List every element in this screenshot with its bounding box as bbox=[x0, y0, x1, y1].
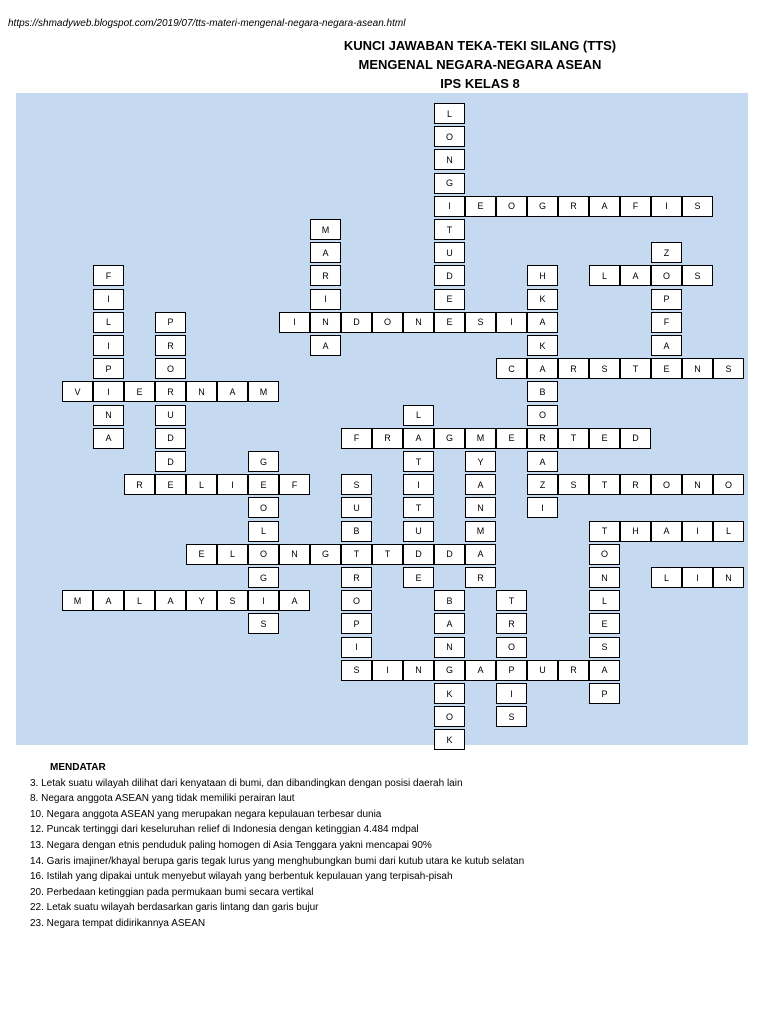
crossword-cell: T bbox=[372, 544, 403, 565]
crossword-cell: A bbox=[434, 613, 465, 634]
crossword-cell: R bbox=[620, 474, 651, 495]
crossword-cell: O bbox=[496, 196, 527, 217]
clue-item: 20. Perbedaan ketinggian pada permukaan bumi secara vertikal bbox=[30, 886, 314, 898]
crossword-cell: I bbox=[496, 312, 527, 333]
crossword-cell: S bbox=[558, 474, 589, 495]
crossword-cell: A bbox=[589, 196, 620, 217]
crossword-cell: E bbox=[434, 312, 465, 333]
crossword-cell: S bbox=[217, 590, 248, 611]
clue-item: 23. Negara tempat didirikannya ASEAN bbox=[30, 917, 206, 929]
crossword-cell: Z bbox=[527, 474, 558, 495]
crossword-cell: R bbox=[124, 474, 155, 495]
crossword-cell: A bbox=[217, 381, 248, 402]
crossword-cell: O bbox=[713, 474, 744, 495]
crossword-cell: I bbox=[372, 660, 403, 681]
crossword-cell: M bbox=[465, 428, 496, 449]
crossword-cell: A bbox=[527, 451, 558, 472]
crossword-cell: M bbox=[248, 381, 279, 402]
crossword-cell: S bbox=[248, 613, 279, 634]
crossword-cell: H bbox=[620, 521, 651, 542]
crossword-cell: R bbox=[558, 196, 589, 217]
crossword-cell: U bbox=[403, 521, 434, 542]
crossword-cell: D bbox=[434, 544, 465, 565]
crossword-cell: D bbox=[341, 312, 372, 333]
crossword-cell: R bbox=[527, 428, 558, 449]
crossword-cell: P bbox=[341, 613, 372, 634]
crossword-cell: A bbox=[93, 428, 124, 449]
crossword-cell: I bbox=[434, 196, 465, 217]
crossword-cell: M bbox=[465, 521, 496, 542]
crossword-cell: K bbox=[434, 683, 465, 704]
crossword-cell: K bbox=[527, 289, 558, 310]
crossword-cell: O bbox=[372, 312, 403, 333]
crossword-cell: N bbox=[310, 312, 341, 333]
crossword-cell: O bbox=[434, 126, 465, 147]
crossword-cell: O bbox=[434, 706, 465, 727]
crossword-cell: A bbox=[465, 474, 496, 495]
crossword-cell: F bbox=[620, 196, 651, 217]
crossword-cell: N bbox=[713, 567, 744, 588]
crossword-cell: G bbox=[310, 544, 341, 565]
crossword-cell: N bbox=[403, 660, 434, 681]
crossword-cell: N bbox=[682, 358, 713, 379]
clue-item: 10. Negara anggota ASEAN yang merupakan negara kepulauan terbesar dunia bbox=[30, 808, 382, 820]
crossword-cell: D bbox=[155, 451, 186, 472]
crossword-cell: F bbox=[341, 428, 372, 449]
crossword-cell: A bbox=[651, 521, 682, 542]
clue-item: 14. Garis imajiner/khayal berupa garis tegak lurus yang menghubungkan bumi dari kutub utara ke kutub selatan bbox=[30, 855, 525, 867]
crossword-cell: I bbox=[651, 196, 682, 217]
title-line-1: KUNCI JAWABAN TEKA-TEKI SILANG (TTS) bbox=[343, 38, 617, 53]
crossword-cell: E bbox=[403, 567, 434, 588]
crossword-cell: N bbox=[465, 497, 496, 518]
clue-item: 12. Puncak tertinggi dari keseluruhan relief di Indonesia dengan ketinggian 4.484 mdpal bbox=[30, 824, 419, 836]
crossword-cell: R bbox=[558, 358, 589, 379]
crossword-cell: R bbox=[558, 660, 589, 681]
crossword-cell: A bbox=[465, 660, 496, 681]
crossword-cell: F bbox=[93, 265, 124, 286]
crossword-cell: R bbox=[155, 381, 186, 402]
crossword-cell: P bbox=[589, 683, 620, 704]
crossword-cell: P bbox=[496, 660, 527, 681]
crossword-cell: S bbox=[589, 358, 620, 379]
crossword-cell: E bbox=[186, 544, 217, 565]
crossword-cell: N bbox=[682, 474, 713, 495]
crossword-cell: D bbox=[434, 265, 465, 286]
crossword-cell: N bbox=[93, 405, 124, 426]
crossword-cell: O bbox=[496, 637, 527, 658]
crossword-cell: E bbox=[651, 358, 682, 379]
crossword-cell: S bbox=[341, 474, 372, 495]
crossword-cell: S bbox=[496, 706, 527, 727]
crossword-cell: Y bbox=[465, 451, 496, 472]
crossword-cell: R bbox=[341, 567, 372, 588]
crossword-cell: T bbox=[620, 358, 651, 379]
crossword-cell: I bbox=[279, 312, 310, 333]
crossword-cell: L bbox=[434, 103, 465, 124]
crossword-cell: E bbox=[465, 196, 496, 217]
crossword-cell: G bbox=[434, 428, 465, 449]
crossword-cell: G bbox=[434, 173, 465, 194]
crossword-cell: E bbox=[589, 428, 620, 449]
crossword-cell: S bbox=[341, 660, 372, 681]
crossword-cell: I bbox=[93, 381, 124, 402]
clue-item: 3. Letak suatu wilayah dilihat dari kenyataan di bumi, dan dibandingkan dengan posisi daerah lain bbox=[30, 777, 463, 789]
crossword-cell: I bbox=[496, 683, 527, 704]
clue-heading: MENDATAR bbox=[50, 762, 106, 773]
crossword-cell: F bbox=[279, 474, 310, 495]
crossword-cell: A bbox=[279, 590, 310, 611]
crossword-cell: B bbox=[341, 521, 372, 542]
crossword-cell: L bbox=[651, 567, 682, 588]
crossword-cell: U bbox=[155, 405, 186, 426]
crossword-cell: P bbox=[155, 312, 186, 333]
clue-item: 13. Negara dengan etnis penduduk paling homogen di Asia Tenggara yakni mencapai 90% bbox=[30, 839, 432, 851]
clue-item: 16. Istilah yang dipakai untuk menyebut wilayah yang berbentuk kepulauan yang terpisah-pisah bbox=[30, 871, 453, 883]
crossword-cell: A bbox=[527, 358, 558, 379]
crossword-cell: N bbox=[186, 381, 217, 402]
crossword-cell: O bbox=[341, 590, 372, 611]
crossword-cell: O bbox=[589, 544, 620, 565]
crossword-cell: E bbox=[589, 613, 620, 634]
crossword-cell: S bbox=[682, 196, 713, 217]
crossword-cell: R bbox=[155, 335, 186, 356]
crossword-cell: T bbox=[589, 474, 620, 495]
crossword-cell: A bbox=[310, 242, 341, 263]
crossword-cell: L bbox=[713, 521, 744, 542]
crossword-cell: D bbox=[403, 544, 434, 565]
clue-item: 22. Letak suatu wilayah berdasarkan garis lintang dan garis bujur bbox=[30, 902, 319, 914]
crossword-cell: I bbox=[682, 567, 713, 588]
crossword-cell: U bbox=[434, 242, 465, 263]
crossword-cell: S bbox=[589, 637, 620, 658]
crossword-cell: I bbox=[310, 289, 341, 310]
crossword-cell: A bbox=[310, 335, 341, 356]
crossword-cell: U bbox=[341, 497, 372, 518]
crossword-cell: A bbox=[465, 544, 496, 565]
crossword-cell: K bbox=[434, 729, 465, 750]
crossword-cell: I bbox=[682, 521, 713, 542]
source-url: https://shmadyweb.blogspot.com/2019/07/tts-materi-mengenal-negara-negara-asean.html bbox=[8, 18, 406, 29]
crossword-cell: R bbox=[465, 567, 496, 588]
crossword-cell: H bbox=[527, 265, 558, 286]
crossword-cell: M bbox=[62, 590, 93, 611]
crossword-cell: S bbox=[713, 358, 744, 379]
crossword-cell: R bbox=[310, 265, 341, 286]
crossword-cell: I bbox=[93, 289, 124, 310]
clue-item: 8. Negara anggota ASEAN yang tidak memiliki perairan laut bbox=[30, 793, 295, 805]
crossword-cell: I bbox=[217, 474, 248, 495]
crossword-cell: O bbox=[248, 544, 279, 565]
crossword-cell: N bbox=[434, 637, 465, 658]
crossword-cell: O bbox=[651, 474, 682, 495]
crossword-cell: G bbox=[248, 451, 279, 472]
crossword-cell: O bbox=[155, 358, 186, 379]
title-line-3: IPS KELAS 8 bbox=[440, 76, 520, 91]
crossword-cell: T bbox=[341, 544, 372, 565]
crossword-cell: N bbox=[434, 149, 465, 170]
crossword-cell: D bbox=[155, 428, 186, 449]
crossword-cell: G bbox=[434, 660, 465, 681]
crossword-cell: C bbox=[496, 358, 527, 379]
crossword-cell: U bbox=[527, 660, 558, 681]
crossword-cell: B bbox=[527, 381, 558, 402]
crossword-cell: T bbox=[403, 451, 434, 472]
crossword-cell: A bbox=[527, 312, 558, 333]
crossword-cell: I bbox=[93, 335, 124, 356]
crossword-cell: E bbox=[496, 428, 527, 449]
crossword-cell: D bbox=[620, 428, 651, 449]
crossword-cell: S bbox=[465, 312, 496, 333]
crossword-cell: E bbox=[155, 474, 186, 495]
crossword-cell: L bbox=[217, 544, 248, 565]
crossword-cell: V bbox=[62, 381, 93, 402]
crossword-cell: G bbox=[248, 567, 279, 588]
clue-list bbox=[30, 760, 524, 932]
title-line-2: MENGENAL NEGARA-NEGARA ASEAN bbox=[358, 57, 602, 72]
crossword-cell: M bbox=[310, 219, 341, 240]
crossword-cell: A bbox=[651, 335, 682, 356]
crossword-cell: S bbox=[682, 265, 713, 286]
crossword-cell: A bbox=[403, 428, 434, 449]
crossword-cell: A bbox=[155, 590, 186, 611]
crossword-cell: B bbox=[434, 590, 465, 611]
crossword-cell: R bbox=[496, 613, 527, 634]
crossword-cell: O bbox=[527, 405, 558, 426]
crossword-cell: F bbox=[651, 312, 682, 333]
crossword-cell: L bbox=[589, 265, 620, 286]
crossword-cell: A bbox=[589, 660, 620, 681]
crossword-cell: P bbox=[651, 289, 682, 310]
crossword-cell: I bbox=[341, 637, 372, 658]
crossword-cell: L bbox=[589, 590, 620, 611]
crossword-cell: I bbox=[403, 474, 434, 495]
crossword-cell: A bbox=[93, 590, 124, 611]
crossword-cell: N bbox=[403, 312, 434, 333]
crossword-cell: L bbox=[186, 474, 217, 495]
crossword-cell: I bbox=[248, 590, 279, 611]
crossword-cell: N bbox=[279, 544, 310, 565]
crossword-cell: L bbox=[248, 521, 279, 542]
crossword-cell: I bbox=[527, 497, 558, 518]
crossword-cell: K bbox=[527, 335, 558, 356]
crossword-cell: E bbox=[124, 381, 155, 402]
crossword-cell: L bbox=[124, 590, 155, 611]
crossword-cell: R bbox=[372, 428, 403, 449]
crossword-cell: A bbox=[620, 265, 651, 286]
crossword-cell: N bbox=[589, 567, 620, 588]
crossword-cell: E bbox=[248, 474, 279, 495]
crossword-cell: Z bbox=[651, 242, 682, 263]
crossword-cell: G bbox=[527, 196, 558, 217]
crossword-cell: T bbox=[496, 590, 527, 611]
crossword-board bbox=[16, 93, 748, 745]
crossword-cell: T bbox=[434, 219, 465, 240]
crossword-cell: L bbox=[93, 312, 124, 333]
crossword-cell: T bbox=[403, 497, 434, 518]
crossword-cell: T bbox=[589, 521, 620, 542]
crossword-cell: P bbox=[93, 358, 124, 379]
crossword-cell: T bbox=[558, 428, 589, 449]
crossword-cell: L bbox=[403, 405, 434, 426]
crossword-cell: E bbox=[434, 289, 465, 310]
crossword-cell: Y bbox=[186, 590, 217, 611]
crossword-cell: O bbox=[248, 497, 279, 518]
crossword-cell: O bbox=[651, 265, 682, 286]
